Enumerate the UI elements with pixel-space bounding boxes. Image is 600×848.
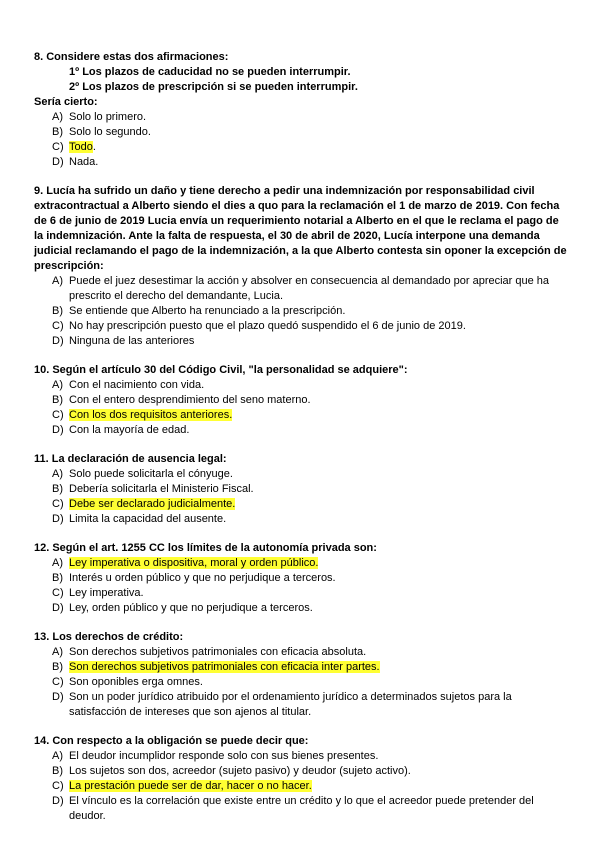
option-letter: D) (52, 424, 64, 436)
question-prompt: Sería cierto: (34, 96, 98, 108)
option-text: No hay prescripción puesto que el plazo quedó suspendido el 6 de junio de 2019. (69, 320, 466, 332)
options-list (34, 749, 569, 824)
options-list (34, 378, 569, 438)
option-text: Ley imperativa. (69, 587, 144, 599)
option-text-highlighted: Con los dos requisitos anteriores. (69, 409, 233, 421)
option-text: Solo lo primero. (69, 111, 147, 123)
option-text: Ninguna de las anteriores (69, 335, 195, 347)
option-text-highlighted: Son derechos subjetivos patrimoniales con eficacia inter partes. (69, 661, 380, 673)
options-list (34, 467, 569, 527)
option-letter: C) (52, 676, 64, 688)
option-text: Son derechos subjetivos patrimoniales con eficacia absoluta. (69, 646, 367, 658)
option-c (34, 675, 569, 690)
options-list (34, 556, 569, 616)
option-b (34, 660, 569, 675)
option-letter: A) (52, 646, 63, 658)
option-text: Con el nacimiento con vida. (69, 379, 205, 391)
option-letter: D) (52, 602, 64, 614)
option-letter: C) (52, 498, 64, 510)
options-list (34, 645, 569, 720)
question-8 (34, 50, 569, 170)
option-letter: B) (52, 483, 63, 495)
option-text-highlighted: La prestación puede ser de dar, hacer o no hacer. (69, 780, 312, 792)
option-text-highlighted: Ley imperativa o dispositiva, moral y orden público. (69, 557, 319, 569)
question-13 (34, 630, 569, 720)
option-a (34, 378, 569, 393)
option-a (34, 110, 569, 125)
option-letter: D) (52, 795, 64, 807)
option-text: Con el entero desprendimiento del seno materno. (69, 394, 311, 406)
option-letter: A) (52, 111, 63, 123)
option-letter: B) (52, 661, 63, 673)
option-text: Solo lo segundo. (69, 126, 151, 138)
option-suffix: . (92, 141, 96, 153)
option-letter: A) (52, 379, 63, 391)
option-letter: B) (52, 305, 63, 317)
question-11 (34, 452, 569, 527)
option-c (34, 319, 569, 334)
option-text: Puede el juez desestimar la acción y absolver en consecuencia al demandado por apreciar que ha prescrito el derecho del demandante, Lucia. (69, 275, 550, 302)
option-d (34, 334, 569, 349)
option-d (34, 794, 569, 824)
option-a (34, 749, 569, 764)
option-letter: D) (52, 691, 64, 703)
option-text: Limita la capacidad del ausente. (69, 513, 227, 525)
option-text: Solo puede solicitarla el cónyuge. (69, 468, 233, 480)
option-text: El deudor incumplidor responde solo con sus bienes presentes. (69, 750, 379, 762)
option-letter: A) (52, 557, 63, 569)
option-c (34, 586, 569, 601)
option-c (34, 140, 569, 155)
option-d (34, 155, 569, 170)
option-b (34, 482, 569, 497)
option-text: Los sujetos son dos, acreedor (sujeto pasivo) y deudor (sujeto activo). (69, 765, 411, 777)
option-letter: A) (52, 468, 63, 480)
option-text: Son oponibles erga omnes. (69, 676, 203, 688)
option-a (34, 645, 569, 660)
option-text: Interés u orden público y que no perjudique a terceros. (69, 572, 336, 584)
option-letter: B) (52, 394, 63, 406)
option-text: Ley, orden público y que no perjudique a terceros. (69, 602, 313, 614)
option-c (34, 408, 569, 423)
option-c (34, 779, 569, 794)
question-title: 12. Según el art. 1255 CC los límites de la autonomía privada son: (34, 542, 377, 554)
options-list (34, 110, 569, 170)
options-list (34, 274, 569, 349)
option-letter: D) (52, 156, 64, 168)
option-letter: D) (52, 335, 64, 347)
option-d (34, 512, 569, 527)
option-d (34, 601, 569, 616)
exam-page (34, 50, 569, 838)
option-text: Con la mayoría de edad. (69, 424, 190, 436)
question-title: 9. Lucía ha sufrido un daño y tiene derecho a pedir una indemnización por responsabilidad civil extracontractual a Alberto siendo el dies a quo para la reclamación el 1 de marzo de 2019. Con fecha de 6 de junio de 2019 Lucia envía un requerimiento notarial a Alberto en el que le reclama el pago de la indemnización. Ante la falta de respuesta, el 30 de abril de 2020, Lucía interpone una demanda judicial reclamando el pago de la indemnización, a la que Alberto contesta sin oponer la excepción de prescripción: (34, 185, 567, 272)
statement-2: 2º Los plazos de prescripción si se pueden interrumpir. (69, 81, 358, 93)
option-text: Se entiende que Alberto ha renunciado a la prescripción. (69, 305, 346, 317)
option-text: El vínculo es la correlación que existe entre un crédito y lo que el acreedor puede pretender del deudor. (69, 795, 534, 822)
option-b (34, 764, 569, 779)
statement-1: 1º Los plazos de caducidad no se pueden interrumpir. (69, 66, 351, 78)
option-text: Debería solicitarla el Ministerio Fiscal. (69, 483, 254, 495)
option-b (34, 393, 569, 408)
option-letter: C) (52, 587, 64, 599)
option-letter: B) (52, 765, 63, 777)
option-b (34, 304, 569, 319)
option-letter: A) (52, 275, 63, 287)
option-text-highlighted: Debe ser declarado judicialmente. (69, 498, 236, 510)
question-10 (34, 363, 569, 438)
question-12 (34, 541, 569, 616)
option-letter: B) (52, 572, 63, 584)
option-letter: C) (52, 141, 64, 153)
option-letter: C) (52, 320, 64, 332)
option-letter: C) (52, 409, 64, 421)
question-14 (34, 734, 569, 824)
question-title: 10. Según el artículo 30 del Código Civil, "la personalidad se adquiere": (34, 364, 408, 376)
question-9 (34, 184, 569, 349)
option-a (34, 467, 569, 482)
option-text-highlighted: Todo (69, 141, 93, 153)
option-c (34, 497, 569, 512)
option-letter: A) (52, 750, 63, 762)
question-title: 13. Los derechos de crédito: (34, 631, 184, 643)
option-b (34, 125, 569, 140)
question-title: 8. Considere estas dos afirmaciones: (34, 51, 229, 63)
option-letter: C) (52, 780, 64, 792)
option-text: Nada. (69, 156, 99, 168)
question-title: 11. La declaración de ausencia legal: (34, 453, 227, 465)
option-b (34, 571, 569, 586)
option-a (34, 556, 569, 571)
option-text: Son un poder jurídico atribuido por el ordenamiento jurídico a determinados sujetos para la satisfacción de intereses que son ajenos al titular. (69, 691, 512, 718)
option-letter: D) (52, 513, 64, 525)
option-a (34, 274, 569, 304)
option-letter: B) (52, 126, 63, 138)
option-d (34, 423, 569, 438)
option-d (34, 690, 569, 720)
question-title: 14. Con respecto a la obligación se puede decir que: (34, 735, 309, 747)
